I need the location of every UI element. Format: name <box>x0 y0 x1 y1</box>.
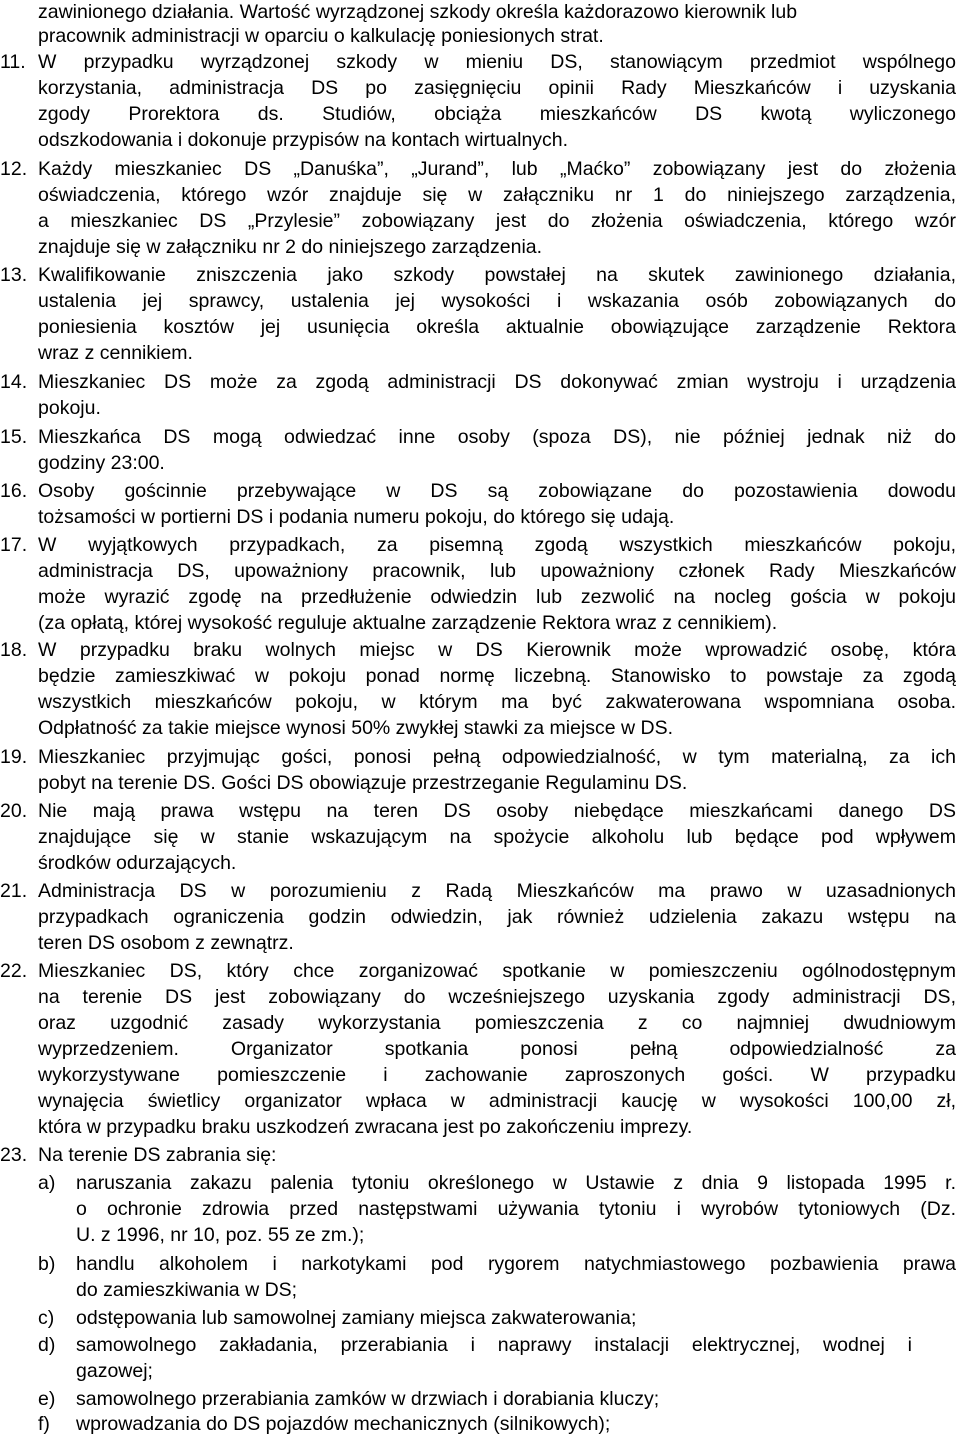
line-text: Osoby gościnnie przebywające w DS są zobowiązane do pozostawienia dowodu <box>38 480 956 502</box>
line-text: oraz uzgodnić zasady wykorzystania pomieszczenia z co najmniej dwudniowym <box>38 1012 956 1034</box>
line-text: wraz z cennikiem. <box>38 342 193 364</box>
line-text: wprowadzania do DS pojazdów mechanicznych (silnikowych); <box>76 1413 611 1435</box>
line-text: Mieszkaniec DS może za zgodą administracji DS dokonywać zmian wystroju i urządzenia <box>38 371 956 393</box>
paragraph-line <box>0 559 956 583</box>
list-item-22 <box>0 959 956 983</box>
paragraph-line <box>0 183 956 207</box>
list-item-18 <box>0 638 956 662</box>
item-number: 17. <box>0 534 28 556</box>
list-item-15 <box>0 425 956 449</box>
paragraph-line <box>0 24 956 48</box>
line-text: zawinionego działania. Wartość wyrządzonej szkody określa każdorazowo kierownik lub <box>38 1 798 23</box>
line-text: wykorzystywane pomieszczenie i zachowanie zaproszonych gości. W przypadku <box>38 1064 956 1086</box>
subitem-letter: f) <box>38 1413 50 1435</box>
item-number: 12. <box>0 158 28 180</box>
line-text: na terenie DS jest zobowiązany do wcześniejszego uzyskania zgody administracji DS, <box>38 986 956 1008</box>
line-text: handlu alkoholem i narkotykami pod rygorem natychmiastowego pozbawienia prawa <box>76 1253 956 1275</box>
line-text: wyprzedzeniem. Organizator spotkania ponosi pełną odpowiedzialność za <box>38 1038 956 1060</box>
paragraph-line <box>0 289 956 313</box>
paragraph-line <box>0 76 956 100</box>
list-item-19 <box>0 745 956 769</box>
line-text: pracownik administracji w oparciu o kalkulację poniesionych strat. <box>38 25 604 47</box>
paragraph-line <box>0 315 956 339</box>
line-text: samowolnego zakładania, przerabiania i naprawy instalacji elektrycznej, wodnej i <box>76 1334 912 1356</box>
item-number: 14. <box>0 371 28 393</box>
paragraph-line <box>0 0 956 24</box>
paragraph-line <box>0 128 956 152</box>
list-item-12 <box>0 157 956 181</box>
line-text: Nie mają prawa wstępu na teren DS osoby niebędące mieszkańcami danego DS <box>38 800 956 822</box>
item-number: 16. <box>0 480 28 502</box>
sublist-item-f <box>0 1412 956 1436</box>
paragraph-line <box>0 716 956 740</box>
sublist-item-e <box>0 1387 956 1411</box>
line-text: znajdujące się w stanie wskazującym na spożycie alkoholu lub będące pod wpływem <box>38 826 956 848</box>
paragraph-line <box>0 102 956 126</box>
paragraph-line <box>0 690 956 714</box>
item-number: 11. <box>0 51 26 73</box>
line-text: (za opłatą, której wysokość reguluje aktualne zarządzenie Rektora wraz z cennikiem). <box>38 612 778 634</box>
paragraph-line <box>0 1011 956 1035</box>
line-text: a mieszkaniec DS „Przylesie” zobowiązany jest do złożenia oświadczenia, którego wzór <box>38 210 956 232</box>
paragraph-line <box>0 1089 956 1113</box>
list-item-14 <box>0 370 956 394</box>
paragraph-line <box>0 931 956 955</box>
paragraph-line <box>0 611 956 635</box>
paragraph-line <box>0 771 956 795</box>
list-item-21 <box>0 879 956 903</box>
subitem-letter: e) <box>38 1388 56 1410</box>
item-number: 20. <box>0 800 28 822</box>
subitem-letter: a) <box>38 1172 56 1194</box>
line-text: pokoju. <box>38 397 101 419</box>
line-text: Mieszkaniec DS, który chce zorganizować spotkanie w pomieszczeniu ogólnodostępnym <box>38 960 956 982</box>
item-number: 21. <box>0 880 28 902</box>
line-text: tożsamości w portierni DS i podania numeru pokoju, do którego się udają. <box>38 506 675 528</box>
line-text: może wyrazić zgodę na przedłużenie odwiedzin lub zezwolić na nocleg gościa w pokoju <box>38 586 956 608</box>
list-item-13 <box>0 263 956 287</box>
line-text: wynajęcia świetlicy organizator wpłaca w administracji kaucję w wysokości 100,00 zł, <box>38 1090 956 1112</box>
subitem-letter: c) <box>38 1307 55 1329</box>
line-text: W przypadku wyrządzonej szkody w mieniu DS, stanowiącym przedmiot wspólnego <box>38 51 956 73</box>
subitem-letter: d) <box>38 1334 56 1356</box>
list-item-17 <box>0 533 956 557</box>
line-text: Odpłatność za takie miejsce wynosi 50% zwykłej stawki za miejsce w DS. <box>38 717 674 739</box>
list-item-20 <box>0 799 956 823</box>
line-text: Kwalifikowanie zniszczenia jako szkody powstałej na skutek zawinionego działania, <box>38 264 956 286</box>
item-number: 23. <box>0 1144 28 1166</box>
line-text: Na terenie DS zabrania się: <box>38 1144 277 1166</box>
paragraph-line <box>0 396 956 420</box>
line-text: poniesienia kosztów jej usunięcia określa aktualnie obowiązujące zarządzenie Rektora <box>38 316 956 338</box>
line-text: pobyt na terenie DS. Gości DS obowiązuje przestrzeganie Regulaminu DS. <box>38 772 688 794</box>
line-text: korzystania, administracja DS po zasięgnięciu opinii Rady Mieszkańców i uzyskania <box>38 77 956 99</box>
paragraph-line <box>0 1115 956 1139</box>
line-text: U. z 1996, nr 10, poz. 55 ze zm.); <box>76 1224 365 1246</box>
paragraph-line <box>0 341 956 365</box>
list-item-11 <box>0 50 956 74</box>
line-text: przypadkach ograniczenia godzin odwiedzin, jak również udzielenia zakazu wstępu na <box>38 906 956 928</box>
line-text: o ochronie zdrowia przed następstwami używania tytoniu i wyrobów tytoniowych (Dz. <box>76 1198 956 1220</box>
line-text: Mieszkańca DS mogą odwiedzać inne osoby (spoza DS), nie później jednak niż do <box>38 426 956 448</box>
paragraph-line <box>0 985 956 1009</box>
list-item-23 <box>0 1143 956 1167</box>
item-number: 22. <box>0 960 28 982</box>
line-text: znajduje się w załączniku nr 2 do niniejszego zarządzenia. <box>38 236 543 258</box>
line-text: będzie zamieszkiwać w pokoju ponad normę liczebną. Stanowisko to powstaje za zgodą <box>38 665 956 687</box>
paragraph-line <box>0 1223 956 1247</box>
paragraph-line <box>0 209 956 233</box>
paragraph-line <box>0 1037 956 1061</box>
line-text: odszkodowania i dokonuje przypisów na kontach wirtualnych. <box>38 129 569 151</box>
line-text: środków odurzających. <box>38 852 237 874</box>
paragraph-line <box>0 1197 956 1221</box>
line-text: zgody Prorektora ds. Studiów, obciąża mieszkańców DS kwotą wyliczonego <box>38 103 956 125</box>
sublist-item-c <box>0 1306 956 1330</box>
line-text: ustalenia jej sprawcy, ustalenia jej wysokości i wskazania osób zobowiązanych do <box>38 290 956 312</box>
line-text: godziny 23:00. <box>38 452 165 474</box>
line-text: samowolnego przerabiania zamków w drzwiach i dorabiania kluczy; <box>76 1388 660 1410</box>
line-text: do zamieszkiwania w DS; <box>76 1279 298 1301</box>
line-text: teren DS osobom z zewnątrz. <box>38 932 294 954</box>
sublist-item-d <box>0 1333 956 1357</box>
line-text: Każdy mieszkaniec DS „Danuśka”, „Jurand”, lub „Maćko” zobowiązany jest do złożenia <box>38 158 956 180</box>
item-number: 19. <box>0 746 28 768</box>
line-text: która w przypadku braku uszkodzeń zwracana jest po zakończeniu imprezy. <box>38 1116 693 1138</box>
paragraph-line <box>0 585 956 609</box>
line-text: gazowej; <box>76 1360 153 1382</box>
paragraph-line <box>0 451 956 475</box>
paragraph-line <box>0 1063 956 1087</box>
line-text: oświadczenia, którego wzór znajduje się w załączniku nr 1 do niniejszego zarządzenia, <box>38 184 956 206</box>
paragraph-line <box>0 851 956 875</box>
paragraph-line <box>0 1278 956 1302</box>
line-text: administracja DS, upoważniony pracownik, lub upoważniony członek Rady Mieszkańców <box>38 560 956 582</box>
line-text: Administracja DS w porozumieniu z Radą Mieszkańców ma prawo w uzasadnionych <box>38 880 956 902</box>
item-number: 15. <box>0 426 28 448</box>
paragraph-line <box>0 505 956 529</box>
paragraph-line <box>0 664 956 688</box>
paragraph-line <box>0 1359 956 1383</box>
item-number: 18. <box>0 639 28 661</box>
line-text: naruszania zakazu palenia tytoniu określonego w Ustawie z dnia 9 listopada 1995 r. <box>76 1172 956 1194</box>
paragraph-line <box>0 235 956 259</box>
line-text: Mieszkaniec przyjmując gości, ponosi pełną odpowiedzialność, w tym materialną, za ich <box>38 746 956 768</box>
item-number: 13. <box>0 264 28 286</box>
sublist-item-a <box>0 1171 956 1195</box>
list-item-16 <box>0 479 956 503</box>
paragraph-line <box>0 905 956 929</box>
line-text: wszystkich mieszkańców pokoju, w którym ma być zakwaterowana wspomniana osoba. <box>38 691 956 713</box>
line-text: W wyjątkowych przypadkach, za pisemną zgodą wszystkich mieszkańców pokoju, <box>38 534 956 556</box>
subitem-letter: b) <box>38 1253 56 1275</box>
paragraph-line <box>0 825 956 849</box>
line-text: odstępowania lub samowolnej zamiany miejsca zakwaterowania; <box>76 1307 637 1329</box>
sublist-item-b <box>0 1252 956 1276</box>
line-text: W przypadku braku wolnych miejsc w DS Kierownik może wprowadzić osobę, która <box>38 639 956 661</box>
